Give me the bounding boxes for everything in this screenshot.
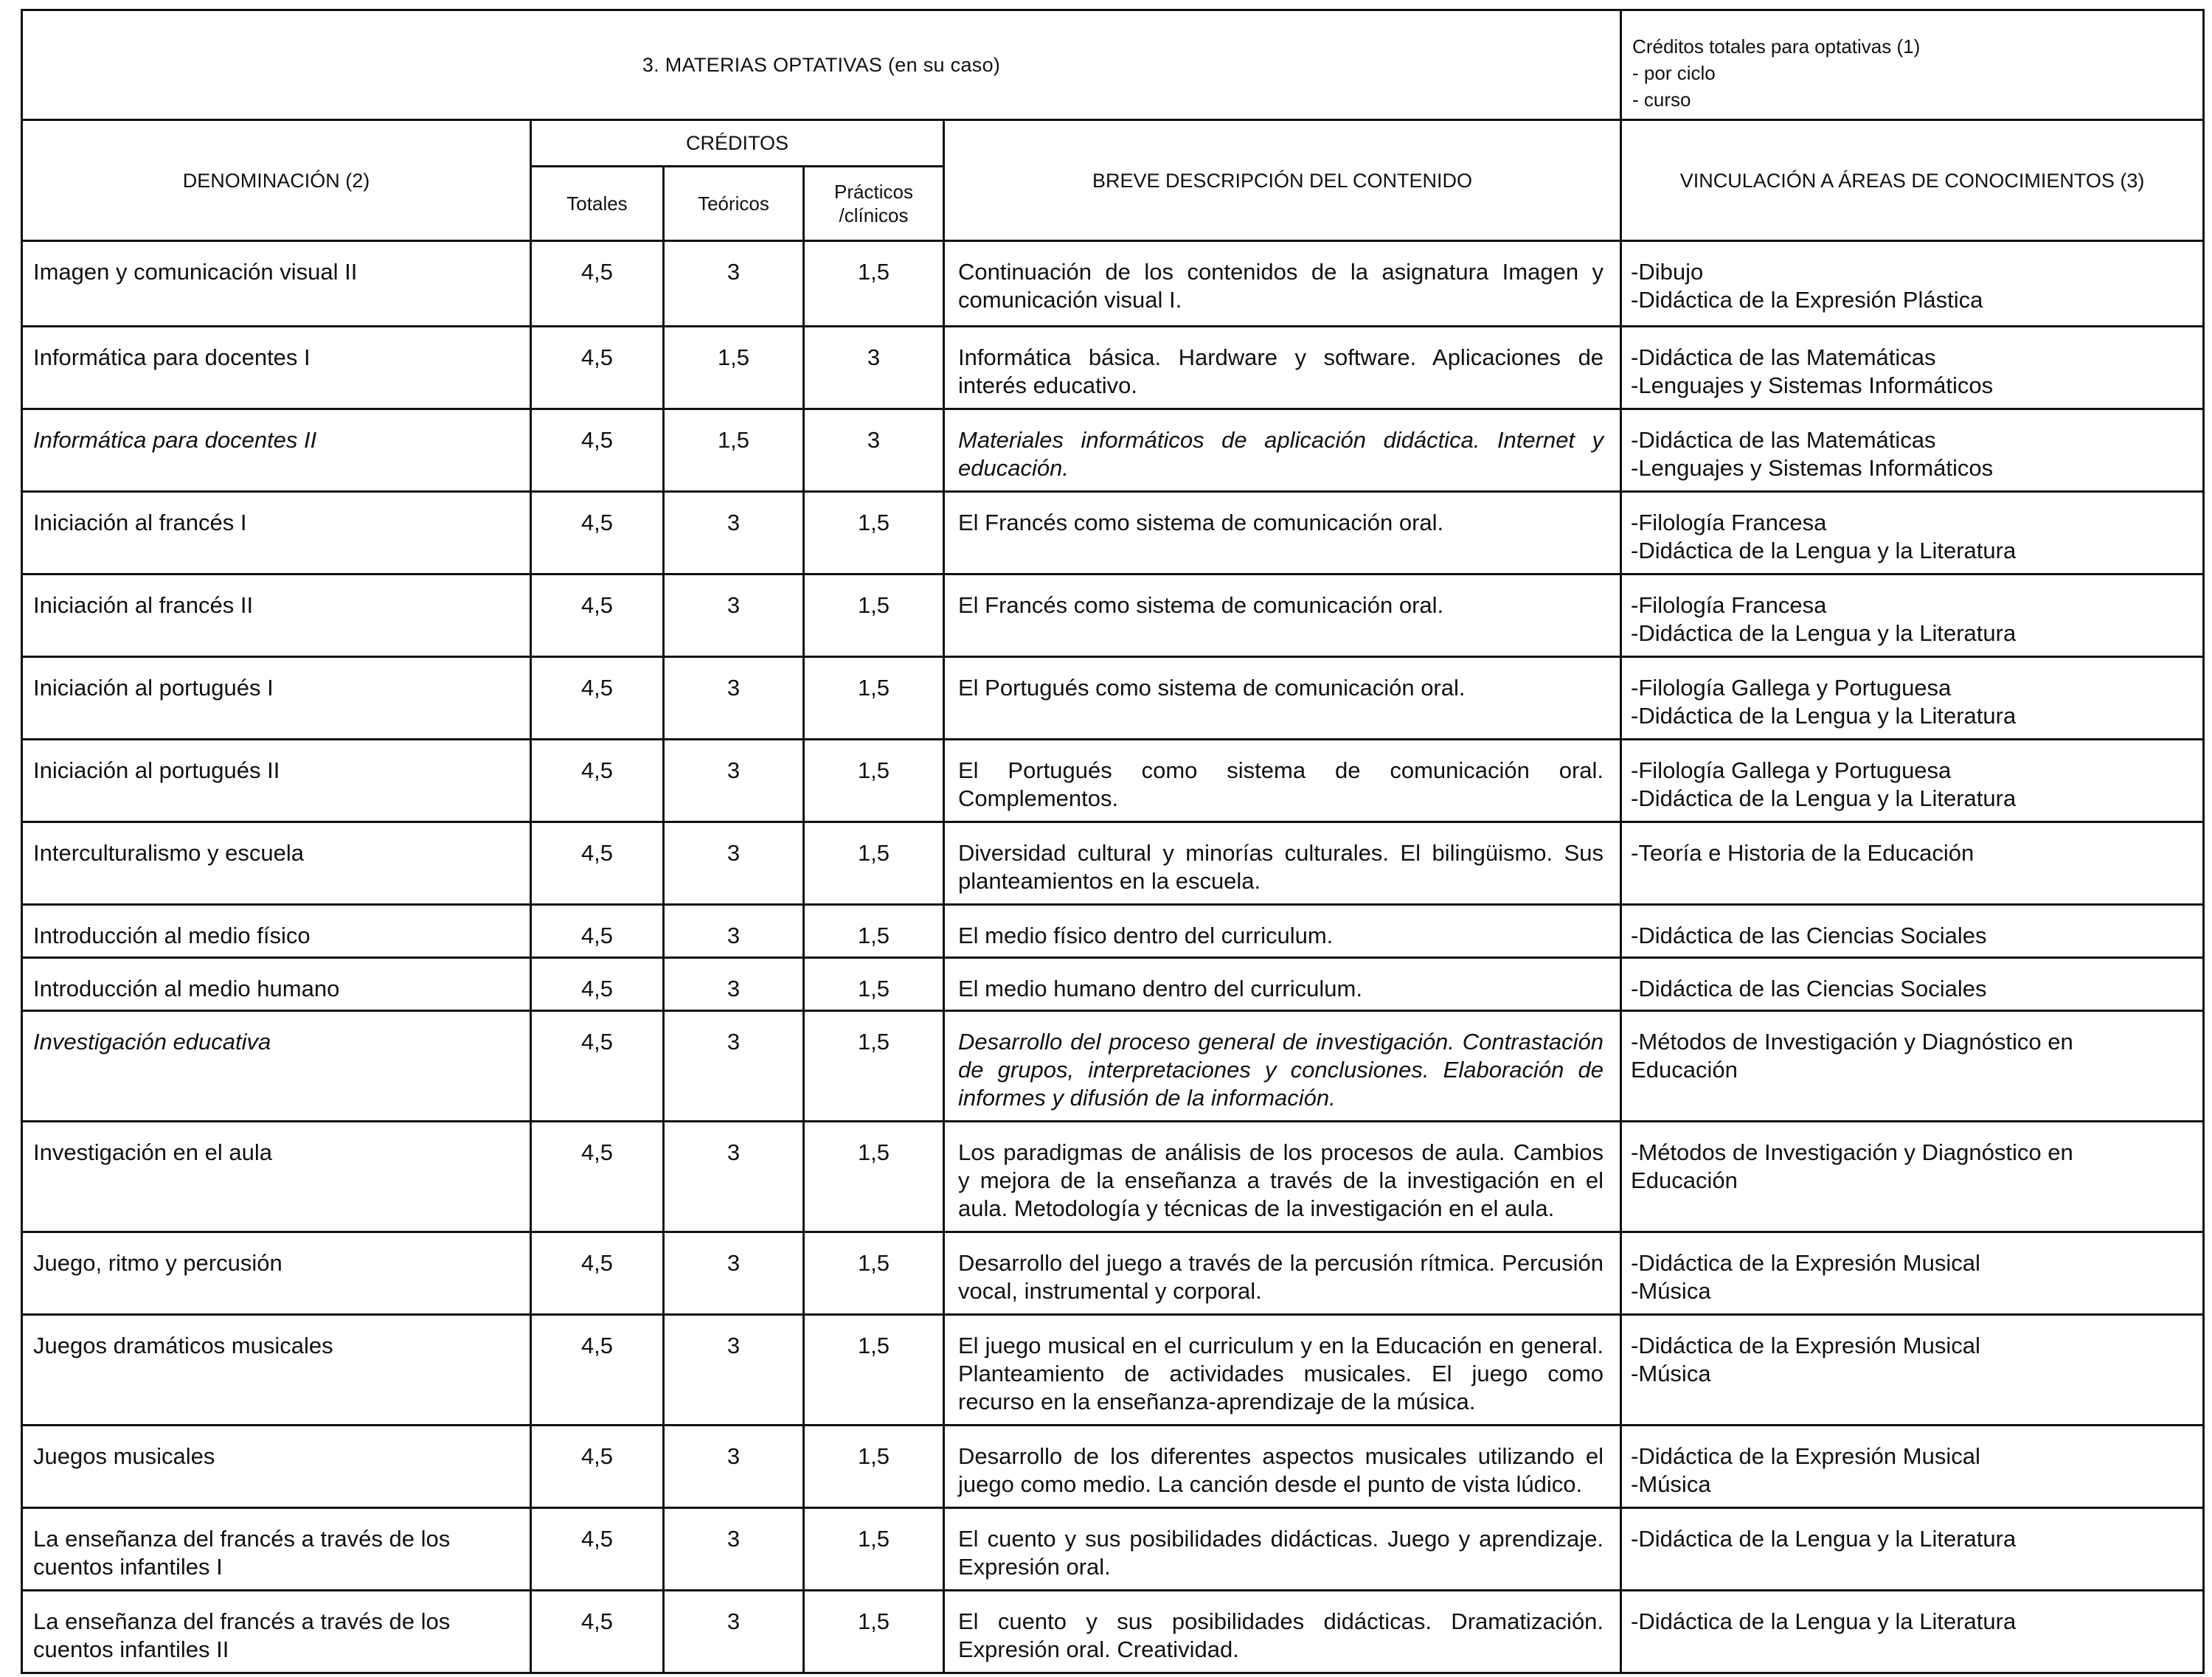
area-conocimiento: -Didáctica de la Expresión Musical	[1631, 1333, 1980, 1358]
creditos-practicos-cell: 1,5	[804, 1508, 944, 1591]
area-conocimiento: -Didáctica de la Lengua y la Literatura	[1631, 1526, 2017, 1552]
area-conocimiento: -Didáctica de las Ciencias Sociales	[1631, 923, 1987, 948]
materias-optativas-table	[21, 9, 2205, 1674]
creditos-totales-cell: 4,5	[531, 1426, 664, 1508]
table-row	[22, 1122, 2204, 1232]
table-row	[22, 409, 2204, 492]
descripcion-cell: El medio físico dentro del curriculum.	[944, 905, 1621, 958]
header-denominacion: DENOMINACIÓN (2)	[22, 120, 531, 241]
denominacion-cell: Informática para docentes II	[22, 409, 531, 492]
vinculacion-cell	[1621, 657, 2204, 740]
creditos-practicos-cell: 1,5	[804, 958, 944, 1011]
area-conocimiento: -Didáctica de las Matemáticas	[1631, 344, 1936, 370]
area-conocimiento: -Música	[1631, 1278, 1711, 1304]
vinculacion-cell	[1621, 492, 2204, 574]
table-body	[22, 241, 2204, 1673]
denominacion-cell: Investigación en el aula	[22, 1122, 531, 1232]
header-vinculacion: VINCULACIÓN A ÁREAS DE CONOCIMIENTOS (3)	[1621, 120, 2204, 241]
creditos-teoricos-cell: 1,5	[664, 327, 804, 409]
header-totales: Totales	[531, 167, 664, 241]
creditos-teoricos-cell: 3	[664, 1232, 804, 1315]
area-conocimiento: -Didáctica de la Expresión Plástica	[1631, 287, 1983, 313]
header-creditos: CRÉDITOS	[531, 120, 944, 167]
creditos-practicos-cell: 1,5	[804, 740, 944, 822]
area-conocimiento: -Didáctica de las Ciencias Sociales	[1631, 976, 1987, 1001]
table-row	[22, 1011, 2204, 1122]
creditos-totales-cell: 4,5	[531, 1011, 664, 1122]
table-row	[22, 657, 2204, 740]
credits-total-heading: Créditos totales para optativas (1)	[1632, 35, 1921, 58]
denominacion-cell: Juego, ritmo y percusión	[22, 1232, 531, 1315]
table-row	[22, 905, 2204, 958]
vinculacion-cell	[1621, 822, 2204, 905]
area-conocimiento: -Didáctica de la Lengua y la Literatura	[1631, 620, 2017, 646]
creditos-teoricos-cell: 3	[664, 905, 804, 958]
creditos-practicos-cell: 1,5	[804, 822, 944, 905]
vinculacion-cell	[1621, 327, 2204, 409]
table-row	[22, 327, 2204, 409]
vinculacion-cell	[1621, 409, 2204, 492]
header-practicos: Prácticos /clínicos	[804, 167, 944, 241]
descripcion-cell: El cuento y sus posibilidades didácticas. Juego y aprendizaje. Expresión oral.	[944, 1508, 1621, 1591]
area-conocimiento: -Didáctica de la Lengua y la Literatura	[1631, 703, 2017, 729]
vinculacion-cell	[1621, 241, 2204, 327]
creditos-totales-cell: 4,5	[531, 1315, 664, 1426]
creditos-teoricos-cell: 3	[664, 574, 804, 657]
creditos-totales-cell: 4,5	[531, 409, 664, 492]
area-conocimiento: -Didáctica de la Lengua y la Literatura	[1631, 538, 2017, 563]
credits-total-note	[1621, 10, 2204, 120]
creditos-totales-cell: 4,5	[531, 1232, 664, 1315]
creditos-totales-cell: 4,5	[531, 327, 664, 409]
denominacion-cell: Juegos musicales	[22, 1426, 531, 1508]
credits-total-line: - por ciclo	[1632, 62, 1716, 84]
area-conocimiento: -Música	[1631, 1471, 1711, 1497]
creditos-totales-cell: 4,5	[531, 740, 664, 822]
optativas-sheet	[21, 9, 2202, 1674]
header-teoricos: Teóricos	[664, 167, 804, 241]
creditos-practicos-cell: 1,5	[804, 905, 944, 958]
creditos-totales-cell: 4,5	[531, 905, 664, 958]
section-title-row	[22, 10, 2204, 120]
creditos-practicos-cell: 3	[804, 409, 944, 492]
creditos-practicos-cell: 1,5	[804, 1011, 944, 1122]
creditos-teoricos-cell: 1,5	[664, 409, 804, 492]
column-header-row	[22, 120, 2204, 167]
header-descripcion: BREVE DESCRIPCIÓN DEL CONTENIDO	[944, 120, 1621, 241]
denominacion-cell: Interculturalismo y escuela	[22, 822, 531, 905]
table-row	[22, 958, 2204, 1011]
creditos-teoricos-cell: 3	[664, 1122, 804, 1232]
vinculacion-cell	[1621, 1315, 2204, 1426]
credits-total-line: - curso	[1632, 88, 1691, 111]
creditos-totales-cell: 4,5	[531, 492, 664, 574]
table-row	[22, 822, 2204, 905]
vinculacion-cell	[1621, 1232, 2204, 1315]
denominacion-cell: Informática para docentes I	[22, 327, 531, 409]
descripcion-cell: Informática básica. Hardware y software. Aplicaciones de interés educativo.	[944, 327, 1621, 409]
descripcion-cell: Desarrollo de los diferentes aspectos musicales utilizando el juego como medio. La canción desde el punto de vista lúdico.	[944, 1426, 1621, 1508]
creditos-totales-cell: 4,5	[531, 1591, 664, 1673]
vinculacion-cell	[1621, 740, 2204, 822]
creditos-practicos-cell: 1,5	[804, 1591, 944, 1673]
area-conocimiento: -Filología Francesa	[1631, 510, 1827, 535]
area-conocimiento: -Didáctica de la Expresión Musical	[1631, 1250, 1980, 1276]
table-row	[22, 1426, 2204, 1508]
descripcion-cell: Desarrollo del proceso general de investigación. Contrastación de grupos, interpretaciones y conclusiones. Elaboración de informes y difusión de la información.	[944, 1011, 1621, 1122]
denominacion-cell: Iniciación al portugués I	[22, 657, 531, 740]
creditos-teoricos-cell: 3	[664, 657, 804, 740]
creditos-teoricos-cell: 3	[664, 1426, 804, 1508]
creditos-teoricos-cell: 3	[664, 1011, 804, 1122]
descripcion-cell: Continuación de los contenidos de la asignatura Imagen y comunicación visual I.	[944, 241, 1621, 327]
area-conocimiento: -Filología Gallega y Portuguesa	[1631, 675, 1952, 701]
area-conocimiento: -Dibujo	[1631, 259, 1704, 285]
descripcion-cell: El Francés como sistema de comunicación oral.	[944, 492, 1621, 574]
vinculacion-cell	[1621, 1508, 2204, 1591]
creditos-practicos-cell: 1,5	[804, 1426, 944, 1508]
table-row	[22, 492, 2204, 574]
creditos-totales-cell: 4,5	[531, 1122, 664, 1232]
descripcion-cell: El medio humano dentro del curriculum.	[944, 958, 1621, 1011]
descripcion-cell: El Portugués como sistema de comunicación oral.	[944, 657, 1621, 740]
descripcion-cell: Los paradigmas de análisis de los procesos de aula. Cambios y mejora de la enseñanza a través de la investigación en el aula. Metodología y técnicas de la investigación en el aula.	[944, 1122, 1621, 1232]
creditos-teoricos-cell: 3	[664, 740, 804, 822]
denominacion-cell: Iniciación al portugués II	[22, 740, 531, 822]
denominacion-cell: Iniciación al francés I	[22, 492, 531, 574]
area-conocimiento: -Didáctica de la Lengua y la Literatura	[1631, 1608, 2017, 1634]
denominacion-cell: Iniciación al francés II	[22, 574, 531, 657]
denominacion-cell: Investigación educativa	[22, 1011, 531, 1122]
vinculacion-cell	[1621, 1011, 2204, 1122]
creditos-practicos-cell: 1,5	[804, 492, 944, 574]
creditos-practicos-cell: 1,5	[804, 657, 944, 740]
denominacion-cell: Introducción al medio físico	[22, 905, 531, 958]
area-conocimiento: -Didáctica de las Matemáticas	[1631, 427, 1936, 453]
vinculacion-cell	[1621, 1122, 2204, 1232]
creditos-teoricos-cell: 3	[664, 958, 804, 1011]
table-row	[22, 574, 2204, 657]
creditos-practicos-cell: 1,5	[804, 241, 944, 327]
creditos-totales-cell: 4,5	[531, 241, 664, 327]
descripcion-cell: El Francés como sistema de comunicación oral.	[944, 574, 1621, 657]
table-row	[22, 1315, 2204, 1426]
descripcion-cell: El juego musical en el curriculum y en la Educación en general. Planteamiento de actividades musicales. El juego como recurso en la enseñanza-aprendizaje de la música.	[944, 1315, 1621, 1426]
creditos-teoricos-cell: 3	[664, 492, 804, 574]
creditos-practicos-cell: 1,5	[804, 1122, 944, 1232]
creditos-teoricos-cell: 3	[664, 1508, 804, 1591]
denominacion-cell: La enseñanza del francés a través de los cuentos infantiles I	[22, 1508, 531, 1591]
vinculacion-cell	[1621, 1426, 2204, 1508]
descripcion-cell: Materiales informáticos de aplicación didáctica. Internet y educación.	[944, 409, 1621, 492]
table-row	[22, 740, 2204, 822]
creditos-totales-cell: 4,5	[531, 574, 664, 657]
creditos-teoricos-cell: 3	[664, 1315, 804, 1426]
creditos-totales-cell: 4,5	[531, 657, 664, 740]
section-title: 3. MATERIAS OPTATIVAS (en su caso)	[22, 10, 1621, 120]
table-row	[22, 1232, 2204, 1315]
vinculacion-cell	[1621, 574, 2204, 657]
creditos-totales-cell: 4,5	[531, 958, 664, 1011]
creditos-practicos-cell: 3	[804, 327, 944, 409]
area-conocimiento: -Música	[1631, 1361, 1711, 1386]
area-conocimiento: -Filología Gallega y Portuguesa	[1631, 757, 1952, 783]
descripcion-cell: Diversidad cultural y minorías culturales. El bilingüismo. Sus planteamientos en la escuela.	[944, 822, 1621, 905]
creditos-teoricos-cell: 3	[664, 1591, 804, 1673]
area-conocimiento: -Métodos de Investigación y Diagnóstico en Educación	[1631, 1029, 2073, 1083]
creditos-totales-cell: 4,5	[531, 1508, 664, 1591]
descripcion-cell: El cuento y sus posibilidades didácticas. Dramatización. Expresión oral. Creatividad.	[944, 1591, 1621, 1673]
vinculacion-cell	[1621, 1591, 2204, 1673]
area-conocimiento: -Teoría e Historia de la Educación	[1631, 840, 1974, 866]
table-row	[22, 241, 2204, 327]
creditos-practicos-cell: 1,5	[804, 1232, 944, 1315]
creditos-teoricos-cell: 3	[664, 822, 804, 905]
creditos-practicos-cell: 1,5	[804, 574, 944, 657]
denominacion-cell: Juegos dramáticos musicales	[22, 1315, 531, 1426]
vinculacion-cell	[1621, 905, 2204, 958]
creditos-teoricos-cell: 3	[664, 241, 804, 327]
table-row	[22, 1508, 2204, 1591]
descripcion-cell: Desarrollo del juego a través de la percusión rítmica. Percusión vocal, instrumental y corporal.	[944, 1232, 1621, 1315]
area-conocimiento: -Lenguajes y Sistemas Informáticos	[1631, 455, 1994, 481]
denominacion-cell: La enseñanza del francés a través de los cuentos infantiles II	[22, 1591, 531, 1673]
creditos-practicos-cell: 1,5	[804, 1315, 944, 1426]
area-conocimiento: -Métodos de Investigación y Diagnóstico en Educación	[1631, 1139, 2073, 1193]
vinculacion-cell	[1621, 958, 2204, 1011]
table-row	[22, 1591, 2204, 1673]
descripcion-cell: El Portugués como sistema de comunicación oral. Complementos.	[944, 740, 1621, 822]
area-conocimiento: -Didáctica de la Lengua y la Literatura	[1631, 785, 2017, 811]
area-conocimiento: -Filología Francesa	[1631, 592, 1827, 618]
denominacion-cell: Imagen y comunicación visual II	[22, 241, 531, 327]
area-conocimiento: -Lenguajes y Sistemas Informáticos	[1631, 372, 1994, 398]
area-conocimiento: -Didáctica de la Expresión Musical	[1631, 1443, 1980, 1469]
denominacion-cell: Introducción al medio humano	[22, 958, 531, 1011]
creditos-totales-cell: 4,5	[531, 822, 664, 905]
